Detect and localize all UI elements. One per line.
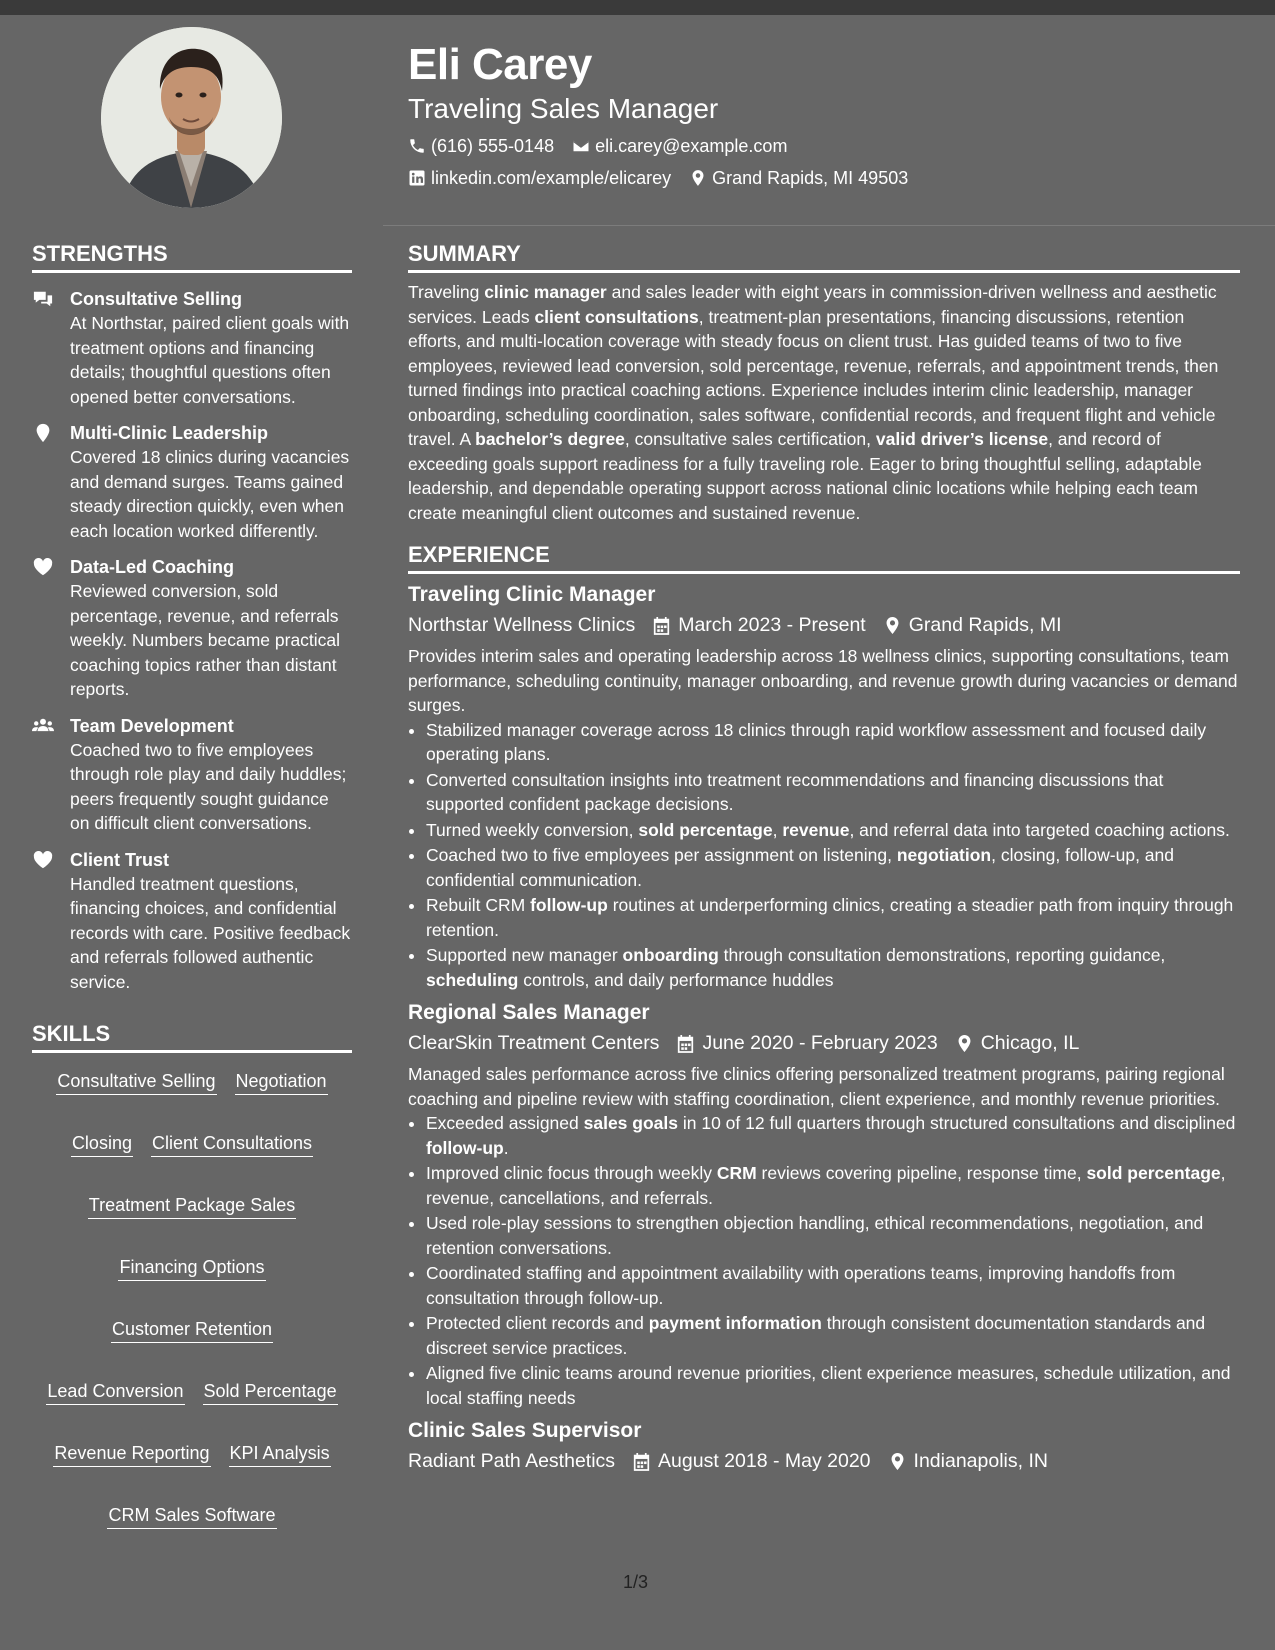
linkedin-icon	[408, 169, 426, 187]
skill-chip: Negotiation	[235, 1069, 328, 1095]
job-location: Indianapolis, IN	[913, 1450, 1048, 1472]
strengths-heading: STRENGTHS	[32, 240, 352, 273]
top-bar	[0, 0, 1275, 15]
right-column	[408, 240, 1240, 1475]
job-meta	[408, 1029, 1240, 1057]
bullet-item: • Coached two to five employees per assignment on listening, negotiation, closing, follow-up, and confidential communication.	[426, 843, 1240, 892]
summary-text: Traveling clinic manager and sales leader with eight years in commission-driven wellness and aesthetic services. Leads client consultations, treatment-plan presentations, financing discussions, retention efforts, and multi-location coverage with steady focus on client trust. Has guided teams of two to five employees, reviewed lead conversion, sold percentage, revenue, referrals, and appointment trends, then turned findings into practical coaching actions. Experience includes interim clinic leadership, manager onboarding, scheduling coordination, sales software, confidential records, and frequent flight and vehicle travel. A bachelor’s degree, consultative sales certification, valid driver’s license, and record of exceeding goals support readiness for a fully traveling role. Eager to bring thoughtful selling, adaptable leadership, and dependable operating support across national clinic locations while helping each team create meaningful client outcomes and sustained revenue.	[408, 282, 1219, 523]
map-pin-icon	[32, 423, 54, 443]
envelope-icon	[572, 137, 590, 155]
job-entry	[408, 582, 1240, 992]
map-pin-icon	[689, 169, 707, 187]
bullet-item: • Stabilized manager coverage across 18 clinics through rapid workflow assessment and focused daily operating plans.	[426, 718, 1240, 767]
location-contact	[689, 167, 908, 189]
left-column	[32, 240, 352, 1529]
contact-line-1	[408, 135, 1238, 157]
summary-heading: SUMMARY	[408, 240, 1240, 273]
job-entry	[408, 1418, 1240, 1475]
skill-chip: KPI Analysis	[229, 1441, 331, 1467]
company-name: Radiant Path Aesthetics	[408, 1450, 616, 1472]
strength-item	[32, 287, 352, 409]
bullet-item: • Turned weekly conversion, sold percentage, revenue, and referral data into targeted coaching actions.	[426, 818, 1240, 843]
skill-chip: CRM Sales Software	[107, 1503, 276, 1529]
strength-desc: Reviewed conversion, sold percentage, revenue, and referrals weekly. Numbers became practical coaching topics rather than distant reports.	[70, 581, 341, 699]
skill-chip: Consultative Selling	[56, 1069, 216, 1095]
phone-icon	[408, 137, 426, 155]
contact-line-2	[408, 167, 1238, 189]
map-pin-icon	[889, 1452, 906, 1471]
bullet-item: • Rebuilt CRM follow-up routines at underperforming clinics, creating a steadier path from inquiry through retention.	[426, 893, 1240, 942]
linkedin-contact[interactable]	[408, 167, 671, 189]
bullet-item: • Exceeded assigned sales goals in 10 of 12 full quarters through structured consultations and disciplined follow-up.	[426, 1111, 1240, 1160]
job-location: Chicago, IL	[980, 1032, 1080, 1054]
skill-chip: Client Consultations	[151, 1131, 313, 1157]
linkedin-text: linkedin.com/example/elicarey	[431, 167, 672, 188]
strength-title: Team Development	[70, 715, 234, 736]
map-pin-icon	[884, 616, 901, 635]
calendar-icon	[633, 1452, 650, 1471]
strength-item	[32, 714, 352, 836]
email-contact[interactable]	[572, 135, 787, 157]
strength-desc: Covered 18 clinics during vacancies and demand surges. Teams gained steady direction quickly, even when each location worked differently.	[70, 447, 350, 541]
job-title: Regional Sales Manager	[408, 1001, 650, 1024]
calendar-icon	[677, 1034, 694, 1053]
skill-chip: Financing Options	[118, 1255, 265, 1281]
strength-item	[32, 421, 352, 543]
job-title: Traveling Clinic Manager	[408, 583, 656, 606]
location-text: Grand Rapids, MI 49503	[712, 167, 909, 188]
strength-desc: At Northstar, paired client goals with treatment options and financing details; thoughtful questions often opened better conversations.	[70, 313, 350, 407]
strength-title: Client Trust	[70, 849, 170, 870]
job-bullets	[408, 718, 1240, 993]
job-description: Provides interim sales and operating leadership across 18 wellness clinics, supporting consultations, team performance, scheduling continuity, manager onboarding, and revenue growth during vacancies or demand surges.	[408, 646, 1238, 715]
map-pin-icon	[956, 1034, 973, 1053]
strength-desc: Handled treatment questions, financing choices, and confidential records with care. Positive feedback and referrals followed authentic service.	[70, 873, 351, 992]
job-dates: March 2023 - Present	[678, 614, 866, 636]
users-icon	[32, 716, 54, 736]
job-location: Grand Rapids, MI	[908, 614, 1062, 636]
bullet-item: • Aligned five clinic teams around revenue priorities, client experience measures, schedule utilization, and local staffing needs	[426, 1361, 1240, 1410]
chat-icon	[32, 289, 54, 309]
job-dates: August 2018 - May 2020	[658, 1450, 871, 1472]
company-name: ClearSkin Treatment Centers	[408, 1032, 660, 1054]
skill-chip: Sold Percentage	[203, 1379, 338, 1405]
heart-icon	[32, 557, 54, 577]
resume-header	[408, 40, 1238, 199]
skills-list	[32, 1069, 352, 1529]
bullet-item: • Supported new manager onboarding through consultation demonstrations, reporting guidance, scheduling controls, and daily performance huddles	[426, 943, 1240, 992]
skill-chip: Closing	[71, 1131, 133, 1157]
bullet-item: • Improved clinic focus through weekly CRM reviews covering pipeline, response time, sold percentage, revenue, cancellations, and referrals.	[426, 1161, 1240, 1210]
company-name: Northstar Wellness Clinics	[408, 614, 636, 636]
job-bullets	[408, 1111, 1240, 1410]
header-divider	[383, 225, 1275, 226]
job-entry	[408, 1000, 1240, 1410]
job-title: Clinic Sales Supervisor	[408, 1419, 642, 1442]
skills-heading: SKILLS	[32, 1020, 352, 1053]
heart-icon	[32, 850, 54, 870]
candidate-name: Eli Carey	[408, 40, 592, 89]
job-meta	[408, 1447, 1240, 1475]
strength-desc: Coached two to five employees through role play and daily huddles; peers frequently sought guidance on difficult client conversations.	[70, 739, 347, 833]
skill-chip: Lead Conversion	[46, 1379, 184, 1405]
skill-chip: Revenue Reporting	[53, 1441, 210, 1467]
bullet-item: • Coordinated staffing and appointment availability with operations teams, improving handoffs from consultation through follow-up.	[426, 1261, 1240, 1310]
job-meta	[408, 611, 1240, 639]
strength-item	[32, 555, 352, 702]
candidate-title: Traveling Sales Manager	[408, 92, 719, 124]
bullet-item: • Used role-play sessions to strengthen objection handling, ethical recommendations, negotiation, and retention conversations.	[426, 1211, 1240, 1260]
strength-title: Consultative Selling	[70, 289, 243, 309]
email-text: eli.carey@example.com	[595, 135, 788, 156]
job-description: Managed sales performance across five clinics offering personalized treatment programs, pairing regional coaching and pipeline review with staffing coordination, client experience, and monthly revenue priorities.	[408, 1064, 1225, 1109]
bullet-item: • Protected client records and payment information through consistent documentation standards and discreet service practices.	[426, 1311, 1240, 1360]
experience-heading: EXPERIENCE	[408, 541, 1240, 574]
strength-item	[32, 848, 352, 995]
profile-photo	[101, 27, 282, 208]
skill-chip: Customer Retention	[111, 1317, 273, 1343]
page-number: 1/3	[623, 1572, 649, 1592]
bullet-item: • Converted consultation insights into treatment recommendations and financing discussions that supported confident package decisions.	[426, 768, 1240, 817]
phone-contact	[408, 135, 554, 157]
phone-text: (616) 555-0148	[431, 135, 555, 156]
strength-title: Multi-Clinic Leadership	[70, 423, 269, 443]
strength-title: Data-Led Coaching	[70, 557, 235, 577]
job-dates: June 2020 - February 2023	[702, 1032, 938, 1054]
skill-chip: Treatment Package Sales	[88, 1193, 296, 1219]
calendar-icon	[653, 616, 670, 635]
